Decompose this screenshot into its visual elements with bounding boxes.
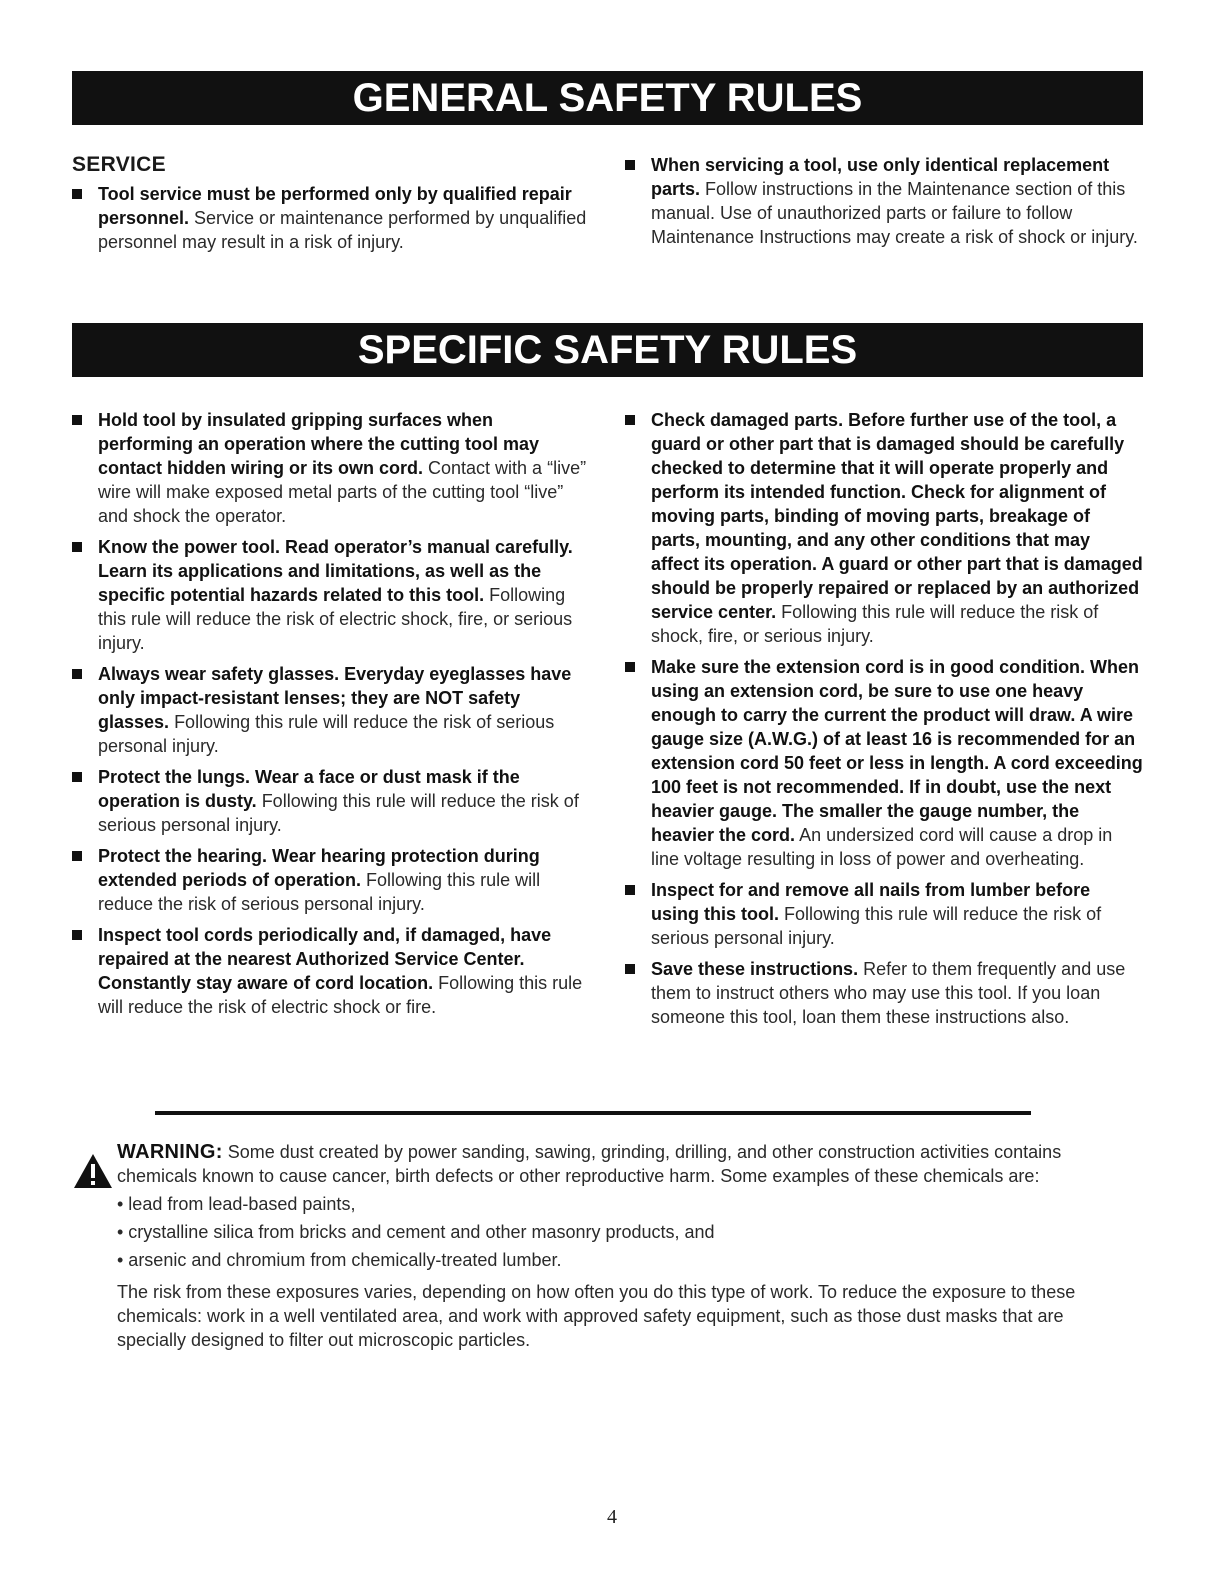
rule-item [625, 957, 1143, 1029]
square-bullet-icon [625, 662, 635, 672]
list-item: • lead from lead-based paints, [117, 1194, 356, 1214]
square-bullet-icon [625, 160, 635, 170]
specific-left-column [72, 408, 592, 1026]
warning-triangle-icon [72, 1152, 114, 1190]
section-divider [155, 1111, 1031, 1115]
rule-item [72, 662, 592, 758]
rule-bold-text: Protect the hearing. Wear hearing protection during extended periods of operation. [98, 846, 540, 890]
general-safety-rules-banner: GENERAL SAFETY RULES [72, 71, 1143, 125]
rule-item [625, 153, 1143, 249]
list-item: • arsenic and chromium from chemically-treated lumber. [117, 1250, 562, 1270]
rule-bold-text: Inspect for and remove all nails from lumber before using this tool. [651, 880, 1091, 924]
rule-bold-text: Tool service must be performed only by qualified repair personnel. [98, 184, 572, 228]
warning-intro: Some dust created by power sanding, sawing, grinding, drilling, and other construction activities contains chemicals known to cause cancer, birth defects or other reproductive harm. Some examples of these chemicals are: [117, 1142, 1062, 1186]
square-bullet-icon [72, 189, 82, 199]
rule-bold-text: Hold tool by insulated gripping surfaces when performing an operation where the cutting tool may contact hidden wiring or its own cord. [98, 410, 540, 478]
rule-text: Following this rule will reduce the risk of electric shock, fire, or serious injury. [98, 585, 573, 653]
rule-text: Following this rule will reduce the risk of serious personal injury. [98, 791, 579, 835]
rule-item [72, 923, 592, 1019]
square-bullet-icon [625, 885, 635, 895]
rule-text: Contact with a “live” wire will make exposed metal parts of the cutting tool “live” and shock the operator. [98, 458, 587, 526]
warning-title: WARNING: [117, 1141, 223, 1163]
rule-text: Follow instructions in the Maintenance section of this manual. Use of unauthorized parts or failure to follow Maintenance Instructions may create a risk of shock or injury. [651, 179, 1138, 247]
square-bullet-icon [72, 930, 82, 940]
rule-text: Following this rule will reduce the risk of serious personal injury. [98, 712, 555, 756]
specific-safety-rules-banner: SPECIFIC SAFETY RULES [72, 323, 1143, 377]
rule-text: An undersized cord will cause a drop in line voltage resulting in loss of power and overheating. [651, 825, 1113, 869]
square-bullet-icon [625, 415, 635, 425]
page-number: 4 [607, 1506, 617, 1528]
warning-text [72, 1140, 1132, 1188]
rule-bold-text: Know the power tool. Read operator’s manual carefully. Learn its applications and limitations, as well as the specific potential hazards related to this tool. [98, 537, 573, 605]
warning-block [72, 1140, 1132, 1352]
service-right-column [625, 153, 1143, 256]
rule-bold-text: Always wear safety glasses. Everyday eyeglasses have only impact-resistant lenses; they are NOT safety glasses. [98, 664, 572, 732]
rule-item [625, 878, 1143, 950]
square-bullet-icon [72, 772, 82, 782]
square-bullet-icon [72, 542, 82, 552]
service-heading: SERVICE [72, 153, 166, 176]
rule-item [625, 408, 1143, 648]
specific-right-column [625, 408, 1143, 1036]
rule-text: Following this rule will reduce the risk of shock, fire, or serious injury. [651, 602, 1099, 646]
rule-text: Following this rule will reduce the risk of electric shock or fire. [98, 973, 583, 1017]
square-bullet-icon [72, 669, 82, 679]
rule-bold-text: Save these instructions. [651, 959, 859, 979]
chemical-list [72, 1192, 1132, 1352]
warning-closing: The risk from these exposures varies, depending on how often you do this type of work. To reduce the exposure to these chemicals: work in a well ventilated area, and work with approved safety equipment, such as those dust masks that are specially designed to filter out microscopic particles. [117, 1282, 1076, 1350]
rule-bold-text: Inspect tool cords periodically and, if damaged, have repaired at the nearest Authorized Service Center. Constantly stay aware of cord location. [98, 925, 552, 993]
service-left-column [72, 152, 592, 261]
rule-item [72, 765, 592, 837]
rule-item [72, 408, 592, 528]
rule-item [625, 655, 1143, 871]
rule-item [72, 844, 592, 916]
rule-bold-text: When servicing a tool, use only identical replacement parts. [651, 155, 1110, 199]
square-bullet-icon [625, 964, 635, 974]
rule-item [72, 182, 592, 254]
square-bullet-icon [72, 415, 82, 425]
rule-text: Following this rule will reduce the risk of serious personal injury. [651, 904, 1102, 948]
rule-bold-text: Make sure the extension cord is in good condition. When using an extension cord, be sure to use one heavy enough to carry the current the product will draw. A wire gauge size (A.W.G.) of at least 16 is recommended for an extension cord 50 feet or less in length. A cord exceeding 100 feet is not recommended. If in doubt, use the next heavier gauge. The smaller the gauge number, the heavier the cord. [651, 657, 1143, 845]
rule-text: Following this rule will reduce the risk of serious personal injury. [98, 870, 541, 914]
list-item: • crystalline silica from bricks and cement and other masonry products, and [117, 1222, 715, 1242]
rule-item [72, 535, 592, 655]
rule-bold-text: Check damaged parts. Before further use of the tool, a guard or other part that is damaged should be carefully checked to determine that it will operate properly and perform its intended function. Check for alignment of moving parts, binding of moving parts, breakage of parts, mounting, and any other conditions that may affect its operation. A guard or other part that is damaged should be properly repaired or replaced by an authorized service center. [651, 410, 1143, 622]
rule-bold-text: Protect the lungs. Wear a face or dust mask if the operation is dusty. [98, 767, 520, 811]
rule-text: Service or maintenance performed by unqualified personnel may result in a risk of injury. [98, 208, 587, 252]
rule-text: Refer to them frequently and use them to instruct others who may use this tool. If you loan someone this tool, loan them these instructions also. [651, 959, 1126, 1027]
square-bullet-icon [72, 851, 82, 861]
